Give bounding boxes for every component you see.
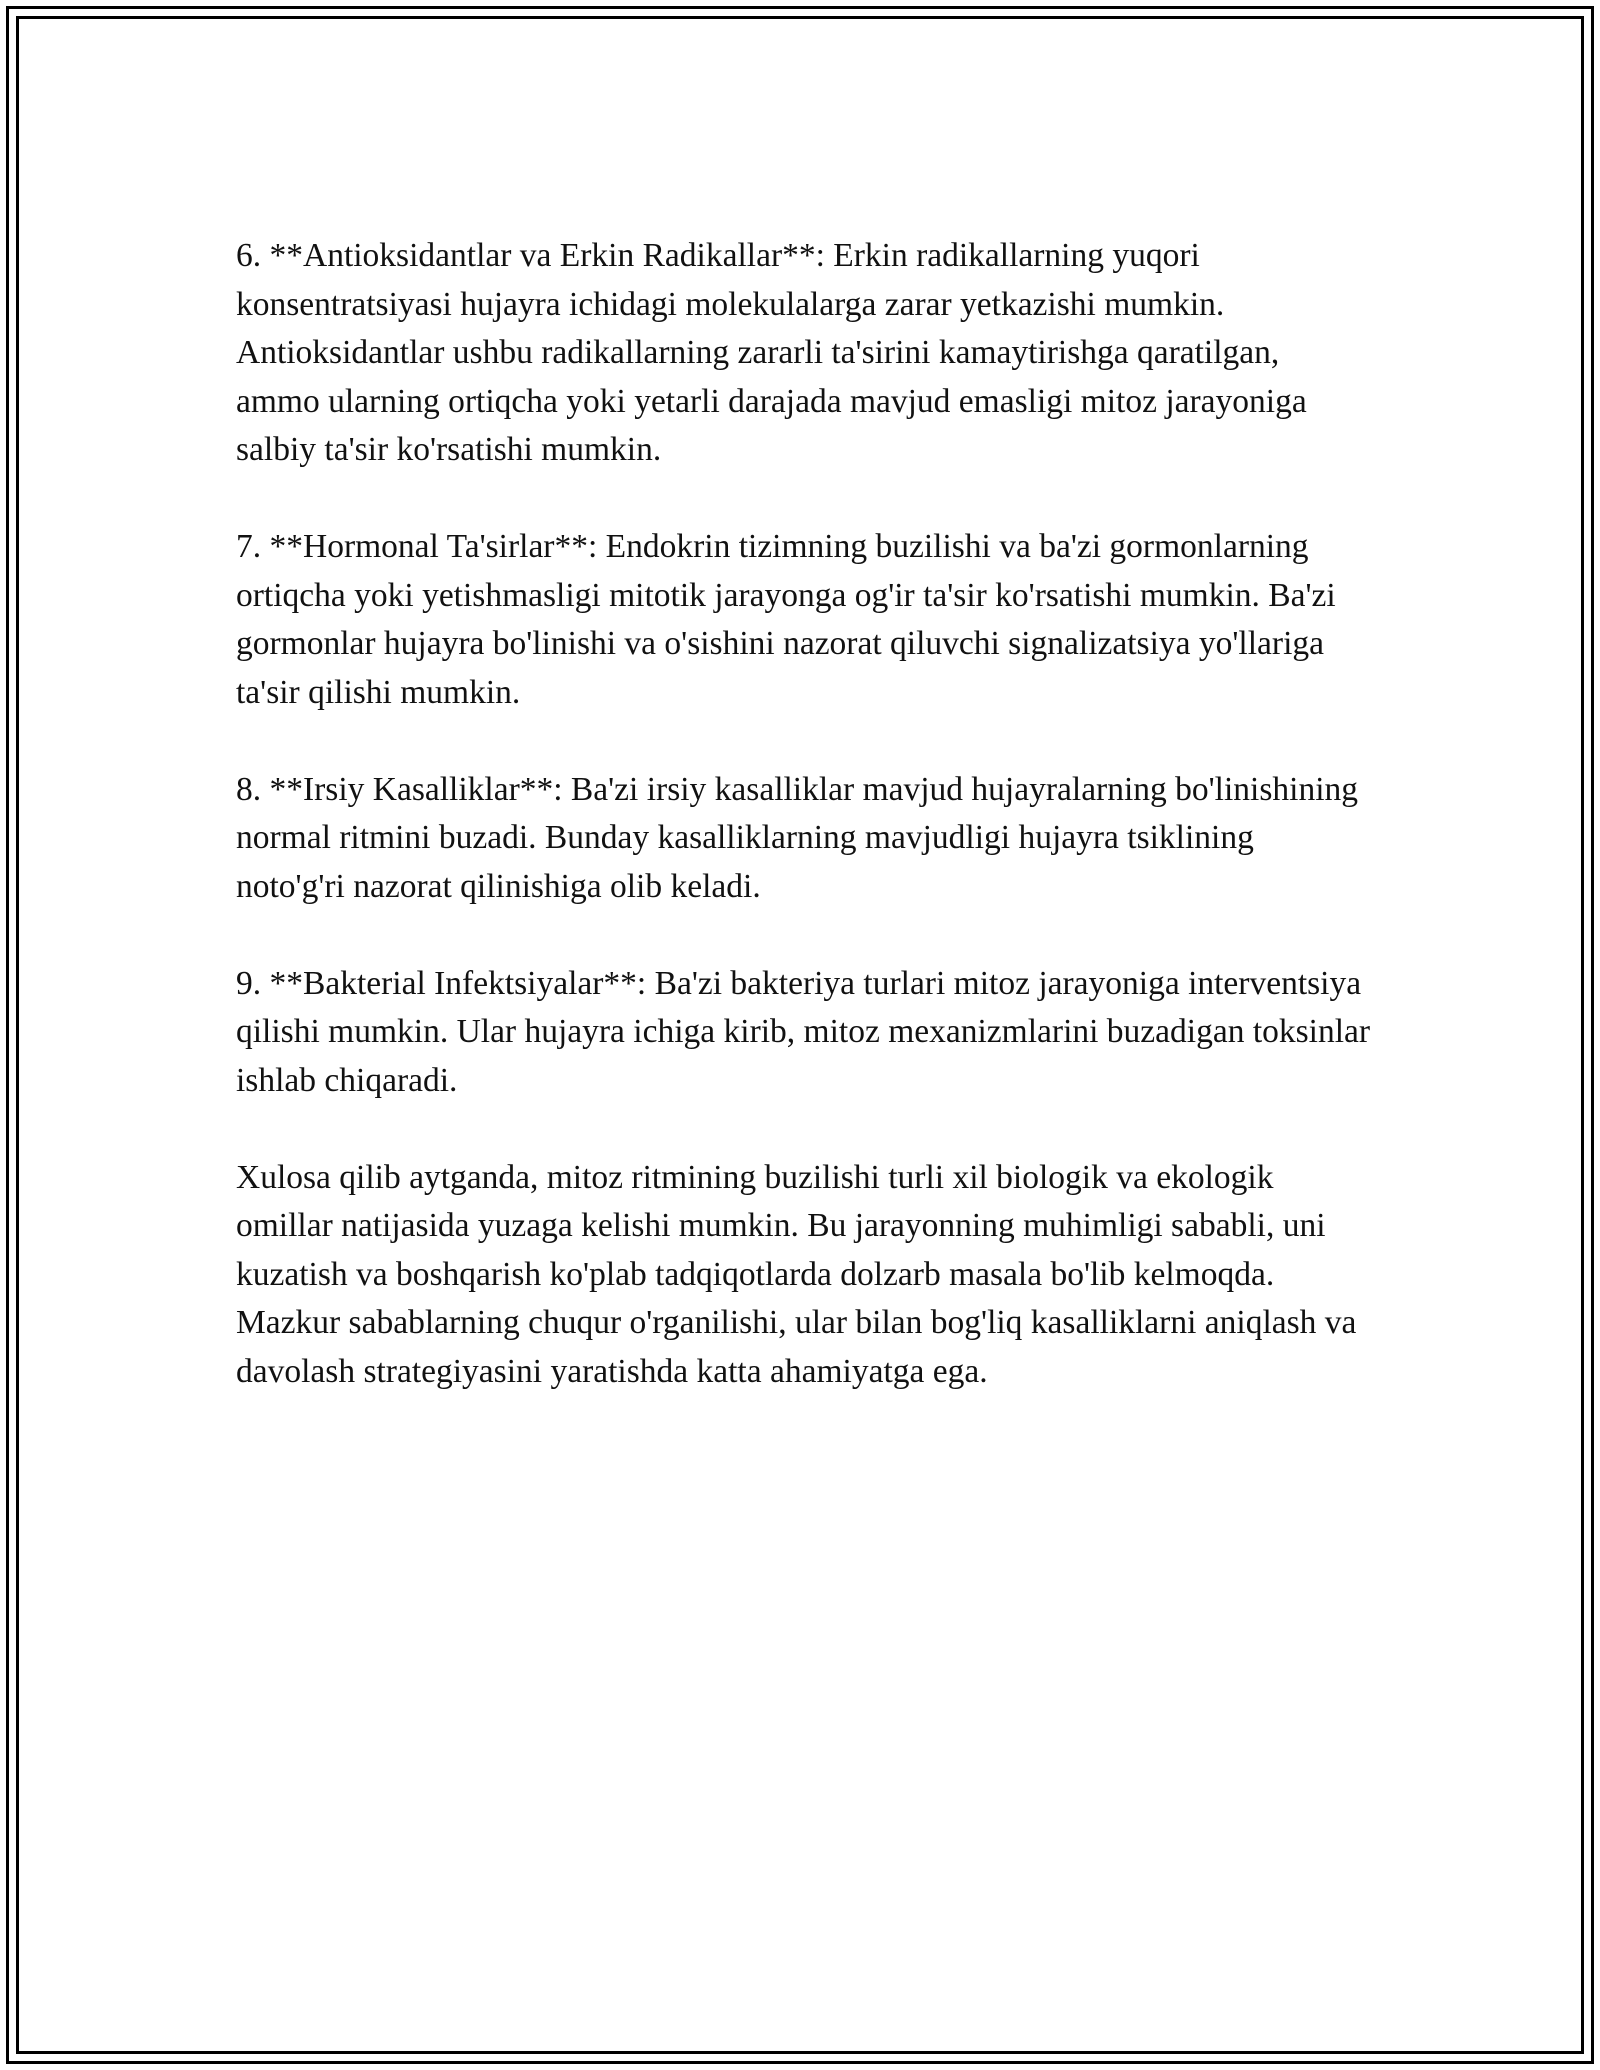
paragraph-hereditary-diseases: 8. **Irsiy Kasalliklar**: Ba'zi irsiy kasalliklar mavjud hujayralarning bo'linishining normal ritmini buzadi. Bunday kasalliklarning mavjudligi hujayra tsiklining noto'g'ri nazorat qilinishiga olib keladi.	[236, 770, 1359, 905]
paragraph-bacterial-infections: 9. **Bakterial Infektsiyalar**: Ba'zi bakteriya turlari mitoz jarayoniga interventsiya qilishi mumkin. Ular hujayra ichiga kirib, mitoz mexanizmlarini buzadigan toksinlar ishlab chiqaradi.	[236, 964, 1371, 1099]
document-body	[236, 232, 1371, 1396]
paragraph-hormonal-effects: 7. **Hormonal Ta'sirlar**: Endokrin tizimning buzilishi va ba'zi gormonlarning ortiqcha yoki yetishmasligi mitotik jarayonga og'ir ta'sir ko'rsatishi mumkin. Ba'zi gormonlar hujayra bo'linishi va o'sishini nazorat qiluvchi signalizatsiya yo'llariga ta'sir qilishi mumkin.	[236, 528, 1336, 711]
paragraph-conclusion: Xulosa qilib aytganda, mitoz ritmining buzilishi turli xil biologik va ekologik omillar natijasida yuzaga kelishi mumkin. Bu jarayonning muhimligi sababli, uni kuzatish va boshqarish ko'plab tadqiqotlarda dolzarb masala bo'lib kelmoqda. Mazkur sabablarning chuqur o'rganilishi, ular bilan bog'liq kasalliklarni aniqlash va davolash strategiyasini yaratishda katta ahamiyatga ega.	[236, 1158, 1357, 1390]
paragraph-antioxidants: 6. **Antioksidantlar va Erkin Radikallar**: Erkin radikallarning yuqori konsentratsiyasi hujayra ichidagi molekulalarga zarar yetkazishi mumkin. Antioksidantlar ushbu radikallarning zararli ta'sirini kamaytirishga qaratilgan, ammo ularning ortiqcha yoki yetarli darajada mavjud emasligi mitoz jarayoniga salbiy ta'sir ko'rsatishi mumkin.	[236, 237, 1307, 468]
